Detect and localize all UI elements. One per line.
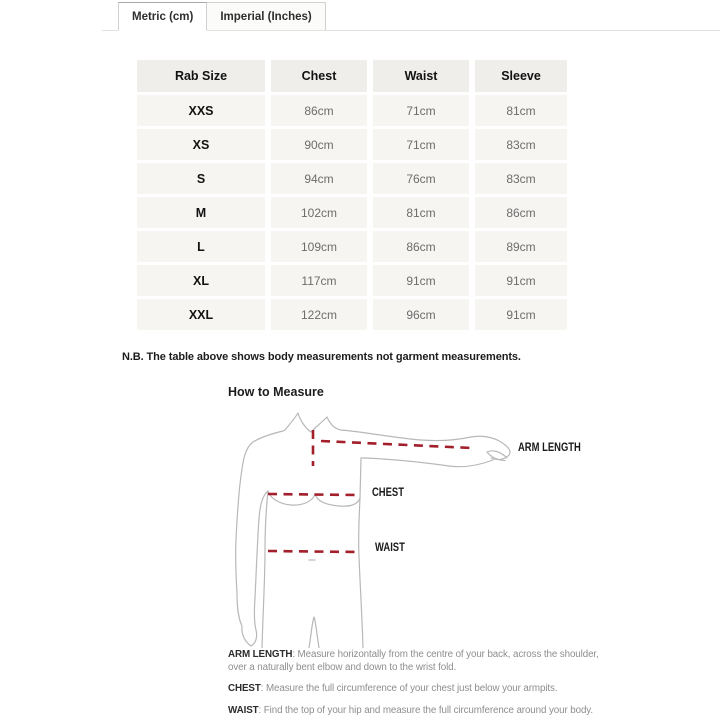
column-header: Waist	[373, 60, 469, 92]
instruction-paragraph: CHEST: Measure the full circumference of your chest just below your armpits.	[228, 683, 558, 694]
column-header: Rab Size	[137, 60, 265, 92]
measurement-cell: 90cm	[271, 129, 367, 160]
measurement-cell: 117cm	[271, 265, 367, 296]
measurement-instructions	[228, 649, 608, 726]
size-cell: S	[137, 163, 265, 194]
arm-length-label: ARM LENGTH	[518, 442, 581, 454]
size-cell: XXS	[137, 95, 265, 126]
measurement-cell: 71cm	[373, 95, 469, 126]
instruction-paragraph: WAIST: Find the top of your hip and measure the full circumference around your body.	[228, 704, 593, 716]
chest-line	[268, 494, 357, 495]
measurement-cell: 86cm	[475, 197, 567, 228]
measurement-cell: 91cm	[475, 265, 567, 296]
measurement-cell: 89cm	[475, 231, 567, 262]
waist-label: WAIST	[375, 542, 405, 554]
arm-length-line	[321, 441, 472, 448]
measurement-cell: 83cm	[475, 163, 567, 194]
measurement-cell: 76cm	[373, 163, 469, 194]
measurement-cell: 83cm	[475, 129, 567, 160]
measurement-cell: 81cm	[373, 197, 469, 228]
size-cell: XL	[137, 265, 265, 296]
size-cell: XS	[137, 129, 265, 160]
measurement-cell: 91cm	[373, 265, 469, 296]
size-chart-table	[137, 60, 567, 330]
measurement-cell: 71cm	[373, 129, 469, 160]
size-cell: M	[137, 197, 265, 228]
tab-metric-cm[interactable]: Metric (cm)	[118, 2, 207, 31]
chest-label: CHEST	[372, 487, 404, 499]
column-header: Sleeve	[475, 60, 567, 92]
measurement-cell: 91cm	[475, 299, 567, 330]
column-header: Chest	[271, 60, 367, 92]
measurement-dashed-lines	[268, 430, 472, 552]
instruction-label: CHEST	[228, 683, 261, 694]
size-cell: XXL	[137, 299, 265, 330]
body-outline-figure	[225, 398, 595, 648]
how-to-measure-heading: How to Measure	[228, 385, 324, 399]
measurement-cell: 86cm	[271, 95, 367, 126]
body-measurement-note: N.B. The table above shows body measurements not garment measurements.	[122, 351, 521, 363]
measurement-diagram	[225, 398, 595, 648]
instruction-paragraph: ARM LENGTH: Measure horizontally from the centre of your back, across the shoulder, over a naturally bent elbow and down to the wrist fold.	[228, 649, 599, 673]
tab-imperial-inches[interactable]: Imperial (Inches)	[207, 2, 325, 31]
measurement-cell: 81cm	[475, 95, 567, 126]
size-cell: L	[137, 231, 265, 262]
measurement-cell: 94cm	[271, 163, 367, 194]
instruction-label: ARM LENGTH	[228, 649, 293, 660]
measurement-cell: 109cm	[271, 231, 367, 262]
size-unit-tabs	[102, 2, 720, 31]
measurement-cell: 102cm	[271, 197, 367, 228]
measurement-cell: 86cm	[373, 231, 469, 262]
measurement-cell: 122cm	[271, 299, 367, 330]
measurement-cell: 96cm	[373, 299, 469, 330]
instruction-label: WAIST	[228, 704, 259, 716]
waist-line	[268, 551, 358, 552]
